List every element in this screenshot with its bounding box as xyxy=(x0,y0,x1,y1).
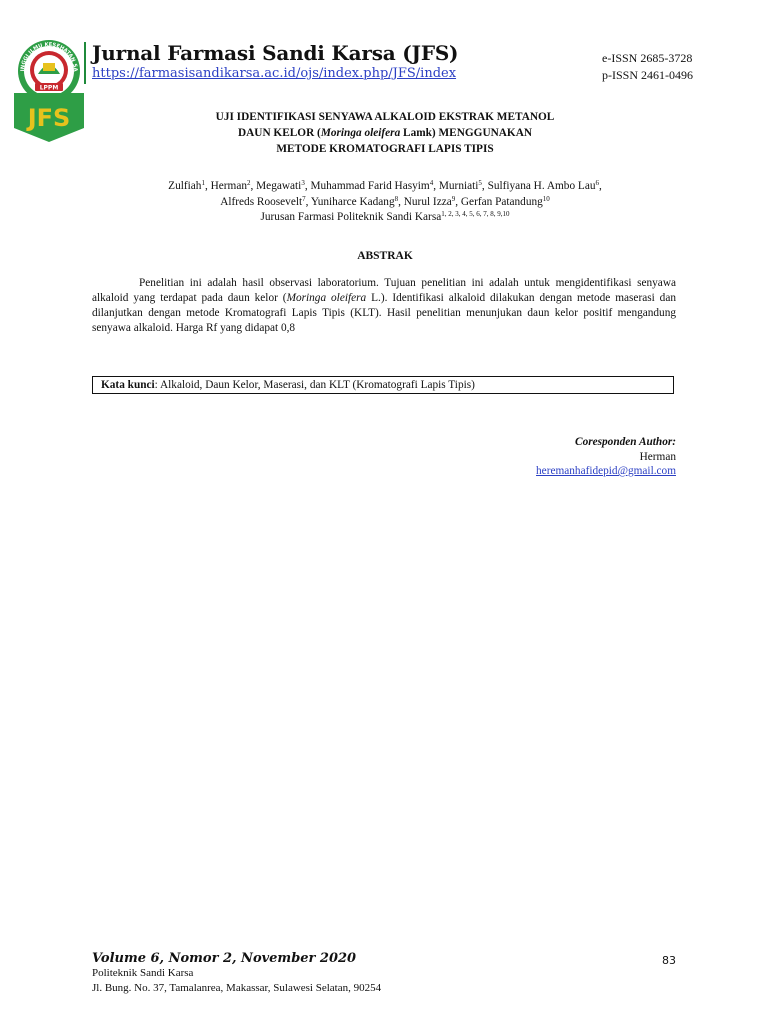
author-sup: 5 xyxy=(478,179,482,187)
logo-ring-text: INGGI ILMU KESEHATAN SA xyxy=(19,41,79,72)
abstract-body xyxy=(92,276,676,336)
abstract-species: Moringa oleifera xyxy=(286,292,367,304)
corresponding-author-name: Herman xyxy=(639,450,676,463)
author-sup: 7 xyxy=(302,194,306,203)
author-sup: 10 xyxy=(542,194,550,203)
pissn: p-ISSN 2461-0496 xyxy=(602,68,694,82)
institution-address: Jl. Bung. No. 37, Tamalanrea, Makassar, Sulawesi Selatan, 90254 xyxy=(92,982,382,994)
abstract-heading: ABSTRAK xyxy=(357,250,413,262)
author: Nurul Izza xyxy=(403,195,452,208)
author-sup: 2 xyxy=(246,179,251,187)
author-line-2: Alfreds Roosevelt$^7$, Yuniharce Kadang$^8$, Nurul Izza$^9$, Gerfan Patandung$^{10}$ xyxy=(220,194,550,208)
author-sup: 8 xyxy=(394,194,399,203)
corresponding-author-email-link[interactable]: heremanhafidepid@gmail.com xyxy=(536,465,676,477)
keywords-label: Kata kunci xyxy=(101,379,155,391)
title-line-1: UJI IDENTIFIKASI SENYAWA ALKALOID EKSTRAK METANOL xyxy=(215,111,555,123)
journal-logo xyxy=(14,38,84,142)
author-sup: 4 xyxy=(429,179,434,187)
title-species: Moringa oleifera xyxy=(320,127,401,139)
keywords-box xyxy=(92,376,674,394)
abstract-text-1: Penelitian ini adalah hasil observasi laboratorium. Tujuan penelitian ini adalah untuk mengidentifikasi senyawa alkaloid yang terdapat pada daun kelor ( xyxy=(92,277,676,304)
author: Gerfan Patandung xyxy=(460,195,543,208)
corresponding-author-label: Coresponden Author: xyxy=(575,436,676,448)
affiliation-sup: 1, 2, 3, 4, 5, 6, 7, 8, 9,10 xyxy=(441,210,510,218)
title-line-2-end: Lamk) MENGGUNAKAN xyxy=(400,127,533,139)
author: Herman xyxy=(210,180,247,192)
corresponding-author xyxy=(400,435,676,479)
journal-title: Jurnal Farmasi Sandi Karsa (JFS) xyxy=(92,41,459,65)
author: Sulfiyana H. Ambo Lau xyxy=(487,180,596,192)
author-sup: 3 xyxy=(301,179,305,187)
author: Megawati xyxy=(256,180,302,192)
page-number: 83 xyxy=(662,954,676,967)
abstract-text-2: L.). Identifikasi alkaloid dilakukan dengan metode maserasi dan dilanjutkan dengan metode Kromatografi Lapis Tipis (KLT). Hasil penelitian menunjukan daun kelor positif mengandung senyawa alkaloid. Harga Rf yang didapat 0,8 xyxy=(92,292,676,334)
volume-info: Volume 6, Nomor 2, November 2020 xyxy=(92,951,357,966)
title-line-2-start: DAUN KELOR ( xyxy=(237,127,321,139)
title-line-2 xyxy=(90,125,680,141)
author-sup: 6 xyxy=(595,179,599,187)
affiliation-text: Jurusan Farmasi Politeknik Sandi Karsa xyxy=(260,211,442,223)
author: Zulfiah xyxy=(168,180,202,192)
author-sup: 1 xyxy=(201,179,205,187)
author: Murniati xyxy=(438,180,479,192)
logo-mark-text: JFS xyxy=(27,104,71,132)
keywords-text: : Alkaloid, Daun Kelor, Maserasi, dan KLT (Kromatografi Lapis Tipis) xyxy=(154,379,475,391)
article-title xyxy=(90,109,680,157)
title-line-3: METODE KROMATOGRAFI LAPIS TIPIS xyxy=(276,143,494,155)
affiliation xyxy=(90,210,680,226)
journal-url-link[interactable]: https://farmasisandikarsa.ac.id/ojs/index.php/JFS/index xyxy=(92,66,457,81)
author-line-1: Zulfiah$^1$, Herman$^2$, Megawati$^3$, Muhammad Farid Hasyim$^4$, Murniati$^5$, Sulfiyana H. Ambo Lau$^6$, xyxy=(168,179,602,192)
author: Yuniharce Kadang xyxy=(310,195,395,208)
author: Muhammad Farid Hasyim xyxy=(310,180,430,192)
logo-badge-text: LPPM xyxy=(39,84,59,92)
eissn: e-ISSN 2685-3728 xyxy=(602,51,693,65)
author: Alfreds Roosevelt xyxy=(220,195,303,208)
logo-graphic xyxy=(14,38,84,142)
author-list xyxy=(90,179,680,226)
header-divider xyxy=(84,42,86,84)
institution-name: Politeknik Sandi Karsa xyxy=(92,967,194,979)
author-sup: 9 xyxy=(451,194,456,203)
